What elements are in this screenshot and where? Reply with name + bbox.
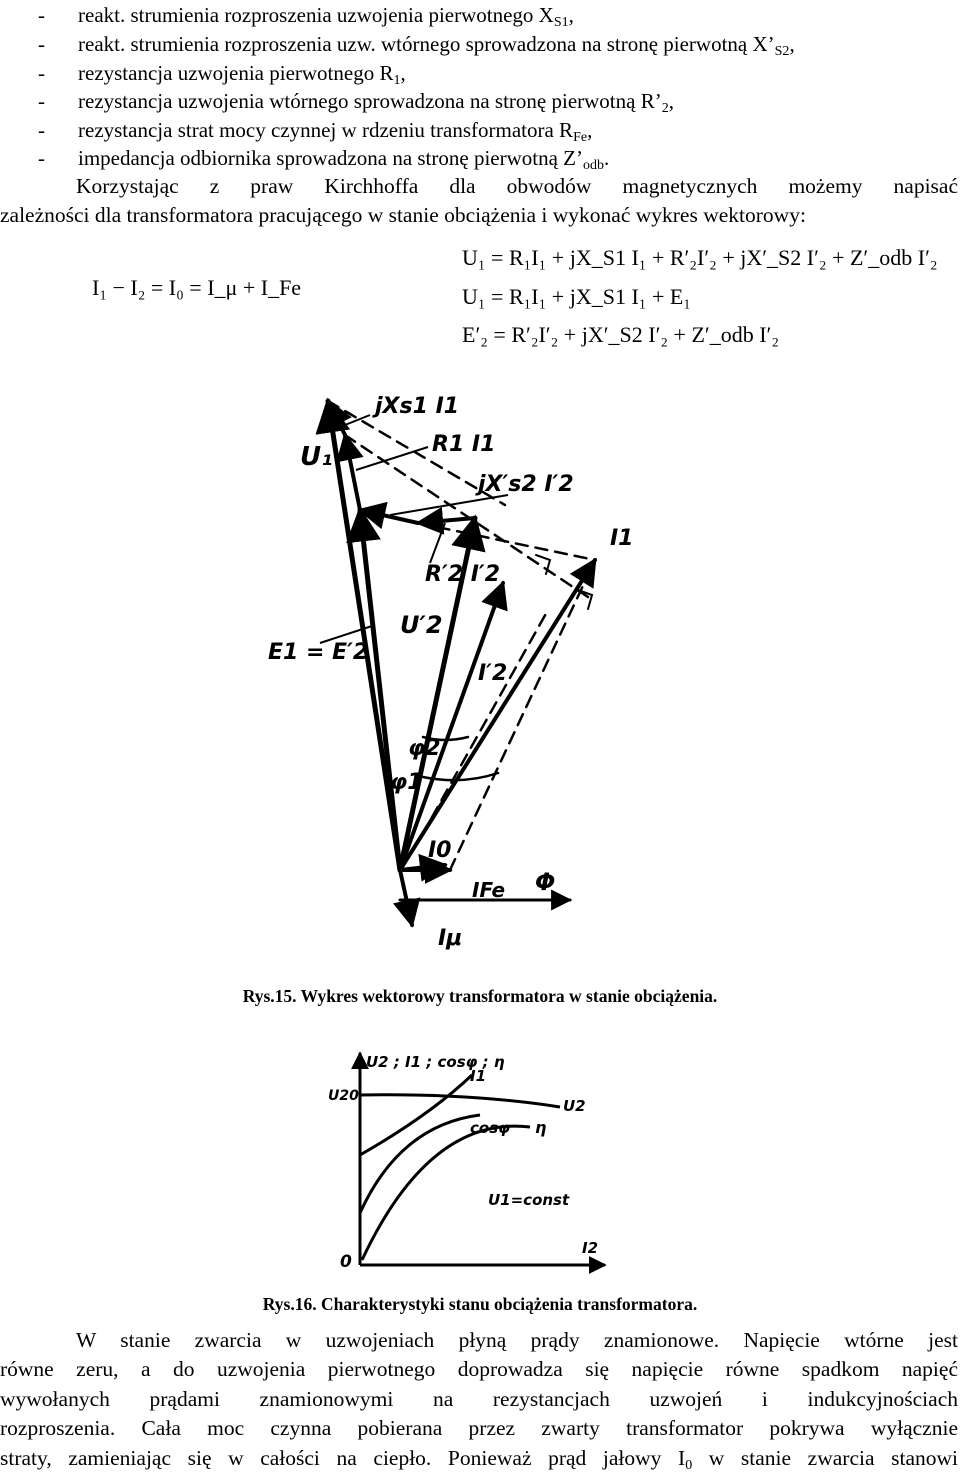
i1-curve-label: I1 (470, 1067, 487, 1085)
list-item: - rezystancja strat mocy czynnej w rdzeniu transformatora $R_{Fe}$, (38, 118, 593, 145)
ife-label: IFe (472, 878, 506, 902)
intro-paragraph: Korzystając z praw Kirchhoffa dla obwodów magnetycznych możemy napisać zależności dla transformatora pracującego w stanie obciążenia i wykonać wykres wektorowy: (0, 174, 958, 228)
r2-dashed (418, 523, 595, 560)
phi-label: Φ (535, 868, 556, 896)
cosphi-label: cosφ (470, 1119, 510, 1137)
x-axis-label: I2 (582, 1239, 599, 1257)
r1i1-label: R1 I1 (432, 432, 496, 457)
i1-dashed-line (450, 560, 595, 870)
phasor-diagram (240, 385, 740, 985)
phi1-label: φ1 (390, 770, 423, 795)
u1-label: U₁ (300, 442, 333, 472)
r2i2-label: R′2 I′2 (425, 562, 501, 587)
u20-label: U20 (328, 1088, 359, 1104)
imu-vector (400, 870, 412, 925)
i2-label: I′2 (478, 661, 508, 686)
voltage-equation-3: E′₂ = R′₂I′₂ + jX′_S2 I′₂ + Z′_odb I′₂ (462, 322, 780, 347)
i0-label: I0 (428, 838, 452, 863)
voltage-equation-1: U₁ = R₁I₁ + jX_S1 I₁ + R′₂I′₂ + jX′_S2 I′₂ + Z′_odb I′₂ (462, 245, 938, 270)
u2-curve (360, 1095, 560, 1107)
list-item: - rezystancja uzwojenia wtórnego sprowadzona na stronę pierwotną $R’_2$, (38, 89, 674, 116)
u2-curve-label: U2 (563, 1097, 586, 1115)
cosphi-curve (360, 1115, 480, 1213)
jxs2i2-label: jX′s2 I′2 (478, 472, 574, 497)
phi2-label: φ2 (408, 736, 441, 761)
r2i2-vector (418, 518, 475, 523)
e1-e2-label: E1 = E′2 (268, 640, 369, 665)
imu-label: Iμ (438, 926, 463, 951)
u2-label: U′2 (400, 611, 443, 639)
y-axis-label: U2 ; I1 ; cosφ ; η (366, 1053, 505, 1071)
list-item: - reakt. strumienia rozproszenia uzw. wtórnego sprowadzona na stronę pierwotną $X’_{S2}$, (38, 32, 795, 59)
i1-vector (400, 560, 595, 870)
jxs1i1-label: jXs1 I1 (375, 394, 460, 419)
eta-label: η (535, 1118, 547, 1137)
figure-16-caption: Rys.16. Charakterystyki stanu obciążenia transformatora. (262, 1294, 698, 1314)
list-item: - reakt. strumienia rozproszenia uzwojenia pierwotnego $X_{S1}$, (38, 3, 574, 30)
origin-label: 0 (340, 1252, 352, 1272)
short-circuit-paragraph: W stanie zwarcia w uzwojeniach płyną prądy znamionowe. Napięcie wtórne jest równe zeru, a do uzwojenia pierwotnego doprowadza się napięcie równe spadkom napięć wywołanych prądami znamionowymi na rezystancjach uzwojeń i indukcyjnościach rozproszenia. Cała moc czynna pobierana przez zwarty transformator pokrywa wyłącznie straty, zamieniając się w całości na ciepło. Ponieważ prąd jałowy $I_0$ w stanie zwarcia stanowi (0, 1328, 958, 1473)
i1-label: I1 (610, 526, 634, 551)
figure-15-caption: Rys.15. Wykres wektorowy transformatora w stanie obciążenia. (242, 986, 718, 1006)
load-characteristics-chart (320, 1045, 640, 1285)
r1i1-vector (345, 435, 360, 510)
condition-label: U1=const (488, 1191, 570, 1209)
list-item: - rezystancja uzwojenia pierwotnego $R_1$, (38, 61, 406, 88)
u1-vector (328, 401, 400, 870)
current-equation: I₁ − I₂ = I₀ = I_μ + I_Fe (92, 275, 302, 300)
voltage-equation-2: U₁ = R₁I₁ + jX_S1 I₁ + E₁ (462, 284, 691, 309)
list-item: - impedancja odbiornika sprowadzona na stronę pierwotną $Z’_{odb}$. (38, 146, 610, 173)
